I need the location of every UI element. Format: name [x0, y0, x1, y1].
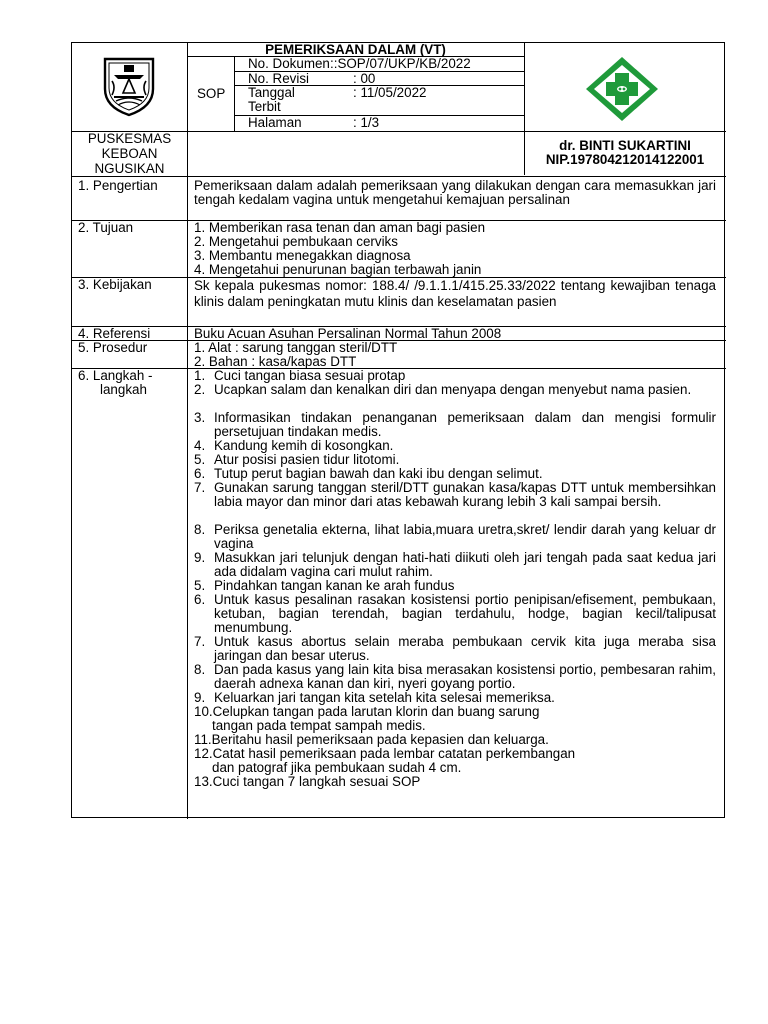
step-text: Keluarkan jari tangan kita setelah kita selesai memeriksa.: [214, 690, 555, 705]
langkah-step: [194, 663, 716, 691]
signatory-name: dr. BINTI SUKARTINI: [559, 138, 691, 153]
step-text: Masukkan jari telunjuk dengan hati-hati diikuti oleh jari tengah pada saat kedua jari ada didalam vagina cari mulut rahim.: [214, 550, 716, 579]
document-title: PEMERIKSAAN DALAM (VT): [265, 42, 446, 57]
doc-number-value: ::SOP/07/UKP/KB/2022: [330, 56, 471, 71]
step-number: 8.: [194, 522, 206, 537]
step-text: Informasikan tindakan penanganan pemeriksaan dalam dan mengisi formulir persetujuan tindakan medis.: [214, 410, 716, 439]
doc-number-label: No. Dokumen: [248, 56, 330, 71]
step-text: Kandung kemih di kosongkan.: [214, 438, 394, 453]
institution-line-3: NGUSIKAN: [94, 161, 165, 176]
prosedur-label: 5. Prosedur: [78, 340, 148, 355]
step-text: Periksa genetalia ekterna, lihat labia,muara uretra,skret/ lendir darah yang keluar dr vagina: [214, 522, 716, 551]
step-number: 1.: [194, 368, 206, 383]
sop-document: [71, 42, 725, 818]
institution-line-1: PUSKESMAS: [87, 131, 172, 146]
referensi-label: 4. Referensi: [78, 326, 151, 341]
step-number: 6.: [194, 466, 206, 481]
step-tail-line: dan patograf jika pembukaan sudah 4 cm.: [212, 760, 462, 775]
prosedur-item: 1. Alat : sarung tanggan steril/DTT: [194, 340, 398, 355]
step-number: 4.: [194, 438, 206, 453]
step-number: 9.: [194, 550, 206, 565]
step-number: 6.: [194, 592, 206, 607]
step-tail-line: tangan pada tempat sampah medis.: [212, 718, 426, 733]
step-number: 2.: [194, 382, 206, 397]
column-divider: [187, 43, 188, 819]
revision-label: No. Revisi: [248, 71, 310, 86]
step-text: Tutup perut bagian bawah dan kaki ibu dengan selimut.: [214, 466, 543, 481]
langkah-step: [194, 593, 716, 635]
referensi-text: Buku Acuan Asuhan Persalinan Normal Tahun 2008: [194, 326, 502, 341]
regency-crest-logo: [100, 55, 158, 117]
kebijakan-label: 3. Kebijakan: [78, 277, 152, 292]
langkah-step: [194, 523, 716, 551]
step-text: Atur posisi pasien tidur litotomi.: [214, 452, 400, 467]
langkah-label-2: langkah: [100, 382, 147, 397]
step-number: 7.: [194, 480, 206, 495]
langkah-label: 6. Langkah -: [78, 368, 153, 383]
step-tail-line: 10.Celupkan tangan pada larutan klorin dan buang sarung: [194, 704, 540, 719]
langkah-step: [194, 411, 716, 439]
revision-value: : 00: [353, 71, 376, 86]
step-text: Dan pada kasus yang lain kita bisa merasakan kosistensi portio, pembesaran rahim, daerah adnexa kanan dan kiri, nyeri goyang portio.: [214, 662, 716, 691]
step-number: 5.: [194, 578, 206, 593]
pengertian-label: 1. Pengertian: [78, 178, 158, 193]
section-line: [72, 176, 726, 177]
langkah-step: [194, 481, 716, 523]
step-text: Gunakan sarung tanggan steril/DTT gunakan kasa/kapas DTT untuk membersihkan labia mayor dan minor dari atas kebawah kurang lebih 3 kali sampai bersih.: [214, 480, 716, 509]
step-tail-line: 13.Cuci tangan 7 langkah sesuai SOP: [194, 774, 421, 789]
page-label: Halaman: [248, 115, 302, 130]
pengertian-text: Pemeriksaan dalam adalah pemeriksaan yang dilakukan dengan cara memasukkan jari tengah kedalam vagina untuk mengetahui kemajuan persalinan: [194, 178, 716, 207]
step-tail-line: 11.Beritahu hasil pemeriksaan pada kepasien dan keluarga.: [194, 732, 549, 747]
tujuan-item: 2. Mengetahui pembukaan cerviks: [194, 234, 398, 249]
tujuan-label: 2. Tujuan: [78, 220, 134, 235]
issue-date-value: : 11/05/2022: [353, 85, 427, 100]
tujuan-item: 3. Membantu menegakkan diagnosa: [194, 248, 411, 263]
langkah-step: [194, 383, 716, 411]
puskesmas-logo: [584, 55, 660, 123]
langkah-step: [194, 467, 716, 481]
step-text: Untuk kasus abortus selain meraba pembukaan cervik kita juga meraba sisa jaringan dan besar uterus.: [214, 634, 716, 663]
langkah-step: [194, 439, 716, 453]
institution-line-2: KEBOAN: [101, 146, 158, 161]
langkah-step: [194, 453, 716, 467]
langkah-step: [194, 579, 716, 593]
tujuan-item: 4. Mengetahui penurunan bagian terbawah janin: [194, 262, 482, 277]
sop-label-divider: [234, 56, 235, 131]
step-number: 5.: [194, 452, 206, 467]
issue-date-label: Tanggal Terbit: [248, 85, 295, 114]
tujuan-item: 1. Memberikan rasa tenan dan aman bagi pasien: [194, 220, 486, 235]
langkah-step: [194, 635, 716, 663]
step-text: Cuci tangan biasa sesuai protap: [214, 368, 406, 383]
langkah-step: [194, 369, 716, 383]
step-number: 9.: [194, 690, 206, 705]
step-text: Untuk kasus pesalinan rasakan kosistensi portio penipisan/efisement, pembukaan, ketuban, bagian terendah, bagian terdahulu, hodge, bagian kecil/talipusat menumbung.: [214, 592, 716, 635]
step-number: 7.: [194, 634, 206, 649]
signatory-nip: NIP.197804212014122001: [545, 152, 705, 167]
step-tail-line: 12.Catat hasil pemeriksaan pada lembar catatan perkembangan: [194, 746, 576, 761]
page-value: : 1/3: [353, 115, 380, 130]
step-text: Ucapkan salam dan kenalkan diri dan menyapa dengan menyebut nama pasien.: [214, 382, 692, 397]
langkah-step: [194, 551, 716, 579]
step-number: 3.: [194, 410, 206, 425]
step-number: 8.: [194, 662, 206, 677]
prosedur-item: 2. Bahan : kasa/kapas DTT: [194, 354, 357, 369]
langkah-step: [194, 691, 716, 705]
kebijakan-text: Sk kepala pukesmas nomor: 188.4/ /9.1.1.1/415.25.33/2022 tentang kewajiban tenaga klinis dalam peningkatan mutu klinis dan keselamatan pasien: [194, 278, 716, 309]
sop-label: SOP: [197, 86, 226, 101]
step-text: Pindahkan tangan kanan ke arah fundus: [214, 578, 455, 593]
